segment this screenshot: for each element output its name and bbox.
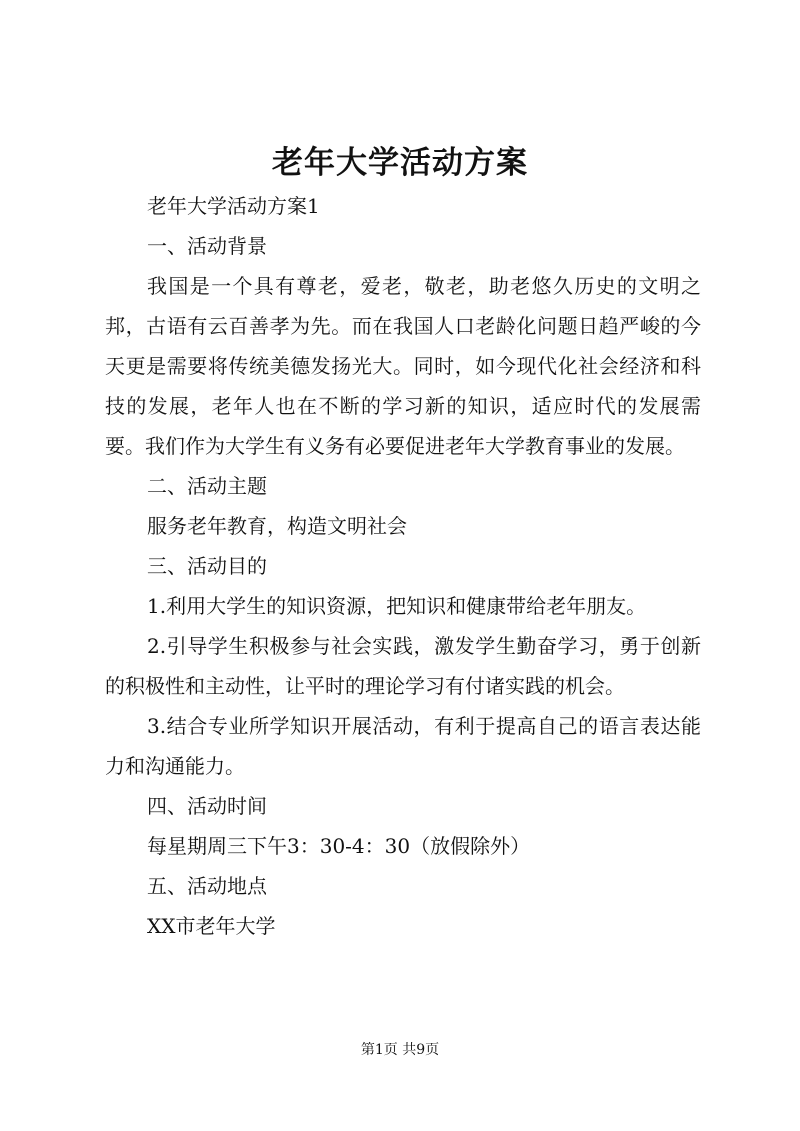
paragraph: 我国是一个具有尊老，爱老，敬老，助老悠久历史的文明之邦，古语有云百善孝为先。而在我国人口老龄化问题日趋严峻的今天更是需要将传统美德发扬光大。同时，如今现代化社会经济和科技的发展，老年人也在不断的学习新的知识，适应时代的发展需要。我们作为大学生有义务有必要促进老年大学教育事业的发展。 xyxy=(105,274,701,458)
paragraph: 每星期周三下午3：30-4：30（放假除外） xyxy=(147,834,531,858)
page-footer: 第1页 共9页 xyxy=(360,1042,440,1058)
section-heading: 二、活动主题 xyxy=(147,474,267,498)
paragraph: 服务老年教育，构造文明社会 xyxy=(147,514,407,538)
section-heading: 三、活动目的 xyxy=(147,554,267,578)
list-item: 3.结合专业所学知识开展活动，有利于提高自己的语言表达能力和沟通能力。 xyxy=(105,714,701,778)
document-body xyxy=(105,186,701,946)
paragraph: XX市老年大学 xyxy=(147,914,276,938)
document-subtitle: 老年大学活动方案1 xyxy=(147,194,320,218)
list-item: 2.引导学生积极参与社会实践，激发学生勤奋学习，勇于创新的积极性和主动性，让平时的理论学习有付诸实践的机会。 xyxy=(105,634,701,698)
section-heading: 四、活动时间 xyxy=(147,794,267,818)
section-heading: 五、活动地点 xyxy=(147,874,267,898)
page-title: 老年大学活动方案 xyxy=(272,145,528,181)
section-heading: 一、活动背景 xyxy=(147,234,267,258)
list-item: 1.利用大学生的知识资源，把知识和健康带给老年朋友。 xyxy=(147,594,647,618)
